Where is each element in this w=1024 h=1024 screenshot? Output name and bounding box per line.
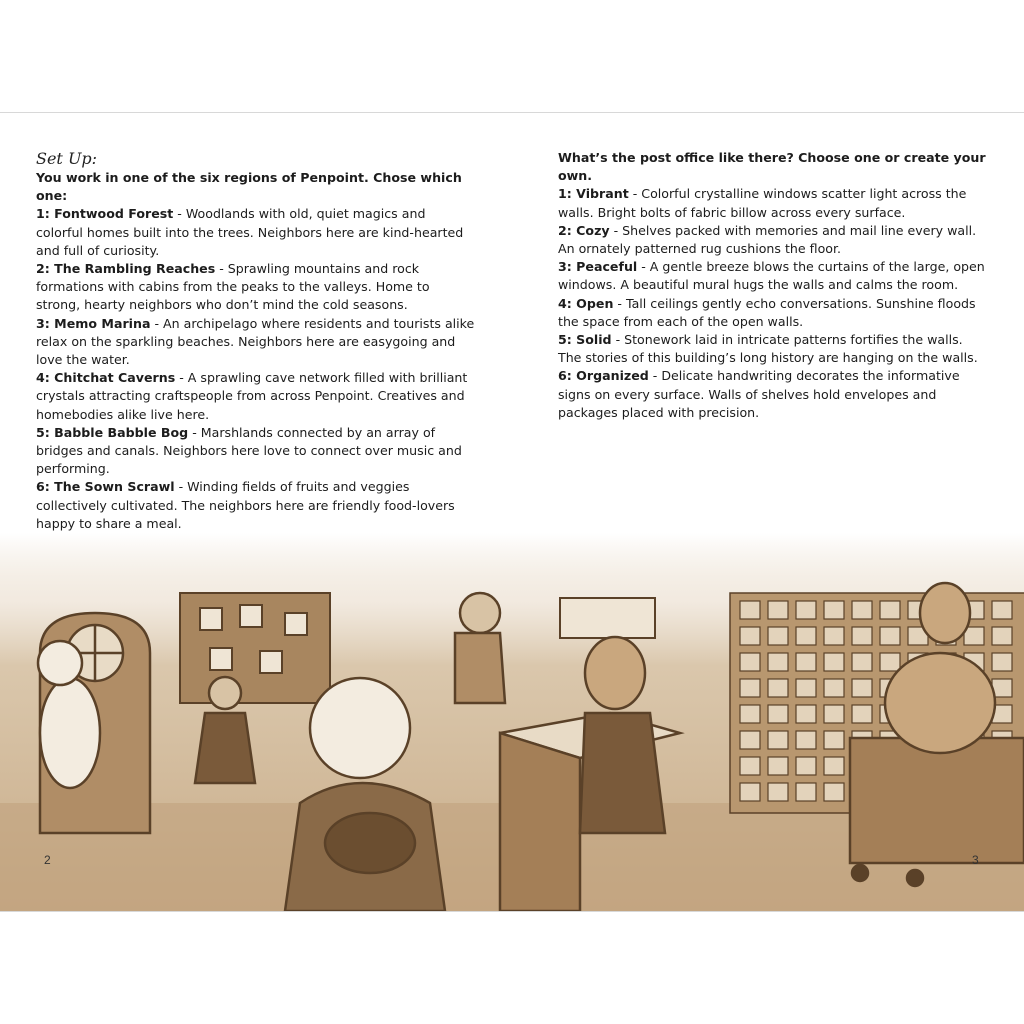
post-office-illustration — [0, 533, 1024, 911]
mailbox-cubby — [768, 679, 788, 697]
mailbox-cubby — [824, 627, 844, 645]
mailbox-cubby — [824, 783, 844, 801]
mailbox-cubby — [880, 627, 900, 645]
setup-heading: Set Up: — [36, 149, 98, 168]
mailbox-cubby — [824, 731, 844, 749]
mailbox-cubby — [992, 601, 1012, 619]
mailbox-cubby — [768, 757, 788, 775]
mailbox-cubby — [796, 783, 816, 801]
mailbox-cubby — [852, 705, 872, 723]
region-option-5: 5: Babble Babble Bog - Marshlands connected by an array of bridges and canals. Neighbors here love to connect over music and performing. — [36, 424, 462, 477]
book-spread — [0, 112, 1024, 912]
mailbox-cubby — [768, 601, 788, 619]
mailbox-cubby — [740, 653, 760, 671]
mailbox-cubby — [880, 601, 900, 619]
mailbox-cubby — [824, 601, 844, 619]
mailbox-cubby — [740, 601, 760, 619]
mailbox-cubby — [768, 783, 788, 801]
mailbox-cubby — [992, 627, 1012, 645]
post-office-option-5: 5: Solid - Stonework laid in intricate patterns fortifies the walls. The stories of this building’s long history are hanging on the walls. — [558, 332, 978, 366]
page-number-left: 2 — [44, 853, 51, 867]
mailbox-cubby — [852, 627, 872, 645]
region-option-1: 1: Fontwood Forest - Woodlands with old, quiet magics and colorful homes built into the trees. Neighbors here are kind-hearted and full of curiosity. — [36, 206, 464, 258]
mailbox-cubby — [796, 757, 816, 775]
mailbox-cubby — [796, 731, 816, 749]
mailbox-cubby — [824, 705, 844, 723]
map-sign — [560, 598, 655, 638]
post-office-option-1: 1: Vibrant - Colorful crystalline windows scatter light across the walls. Bright bolts of fabric billow across every surface. — [558, 186, 967, 220]
mailbox-cubby — [852, 653, 872, 671]
region-option-6: 6: The Sown Scrawl - Winding fields of fruits and veggies collectively cultivated. The neighbors here are friendly food-lovers happy to share a meal. — [36, 479, 455, 531]
post-office-option-6: 6: Organized - Delicate handwriting decorates the informative signs on every surface. Walls of shelves hold envelopes and packages placed with precision. — [558, 368, 960, 420]
mailbox-cubby — [880, 653, 900, 671]
mailbox-cubby — [796, 601, 816, 619]
mailbox-cubby — [768, 731, 788, 749]
mailbox-cubby — [824, 757, 844, 775]
right-page-text — [558, 149, 988, 422]
mailbox-cubby — [740, 783, 760, 801]
region-prompt: You work in one of the six regions of Penpoint. Chose which one: — [36, 170, 462, 204]
left-page-text — [36, 149, 476, 533]
mailbox-cubby — [768, 627, 788, 645]
mailbox-cubby — [796, 653, 816, 671]
post-office-option-3: 3: Peaceful - A gentle breeze blows the curtains of the large, open windows. A beautiful mural hugs the walls and calms the room. — [558, 259, 985, 293]
mailbox-cubby — [740, 731, 760, 749]
mailbox-cubby — [824, 653, 844, 671]
region-option-3: 3: Memo Marina - An archipelago where residents and tourists alike relax on the sparkling beaches. Neighbors here are easygoing and love the water. — [36, 315, 475, 368]
mailbox-cubby — [824, 679, 844, 697]
region-option-4: 4: Chitchat Caverns - A sprawling cave network filled with brilliant crystals attracting craftspeople from across Penpoint. Creatives and homebodies alike live here. — [36, 370, 468, 422]
post-office-prompt: What’s the post office like there? Choose one or create your own. — [558, 150, 986, 184]
mailbox-cubby — [852, 679, 872, 697]
mail-cart — [850, 738, 1024, 886]
mailbox-cubby — [740, 679, 760, 697]
mailbox-cubby — [768, 653, 788, 671]
dog-character — [455, 593, 505, 703]
post-office-option-2: 2: Cozy - Shelves packed with memories and mail line every wall. An ornately patterned rug cushions the floor. — [558, 222, 977, 257]
region-option-2: 2: The Rambling Reaches - Sprawling mountains and rock formations with cabins from the peaks to the valleys. Home to strong, hearty neighbors who don’t mind the cold seasons. — [36, 261, 430, 313]
mailbox-cubby — [852, 601, 872, 619]
bulletin-board — [180, 593, 330, 703]
page-number-right: 3 — [972, 853, 979, 867]
mailbox-cubby — [796, 705, 816, 723]
mailbox-cubby — [740, 627, 760, 645]
mailbox-cubby — [740, 757, 760, 775]
mailbox-cubby — [796, 627, 816, 645]
mailbox-cubby — [740, 705, 760, 723]
mailbox-cubby — [796, 679, 816, 697]
mailbox-cubby — [992, 653, 1012, 671]
mailbox-cubby — [768, 705, 788, 723]
post-office-option-4: 4: Open - Tall ceilings gently echo conversations. Sunshine floods the space from each of the open walls. — [558, 295, 976, 329]
